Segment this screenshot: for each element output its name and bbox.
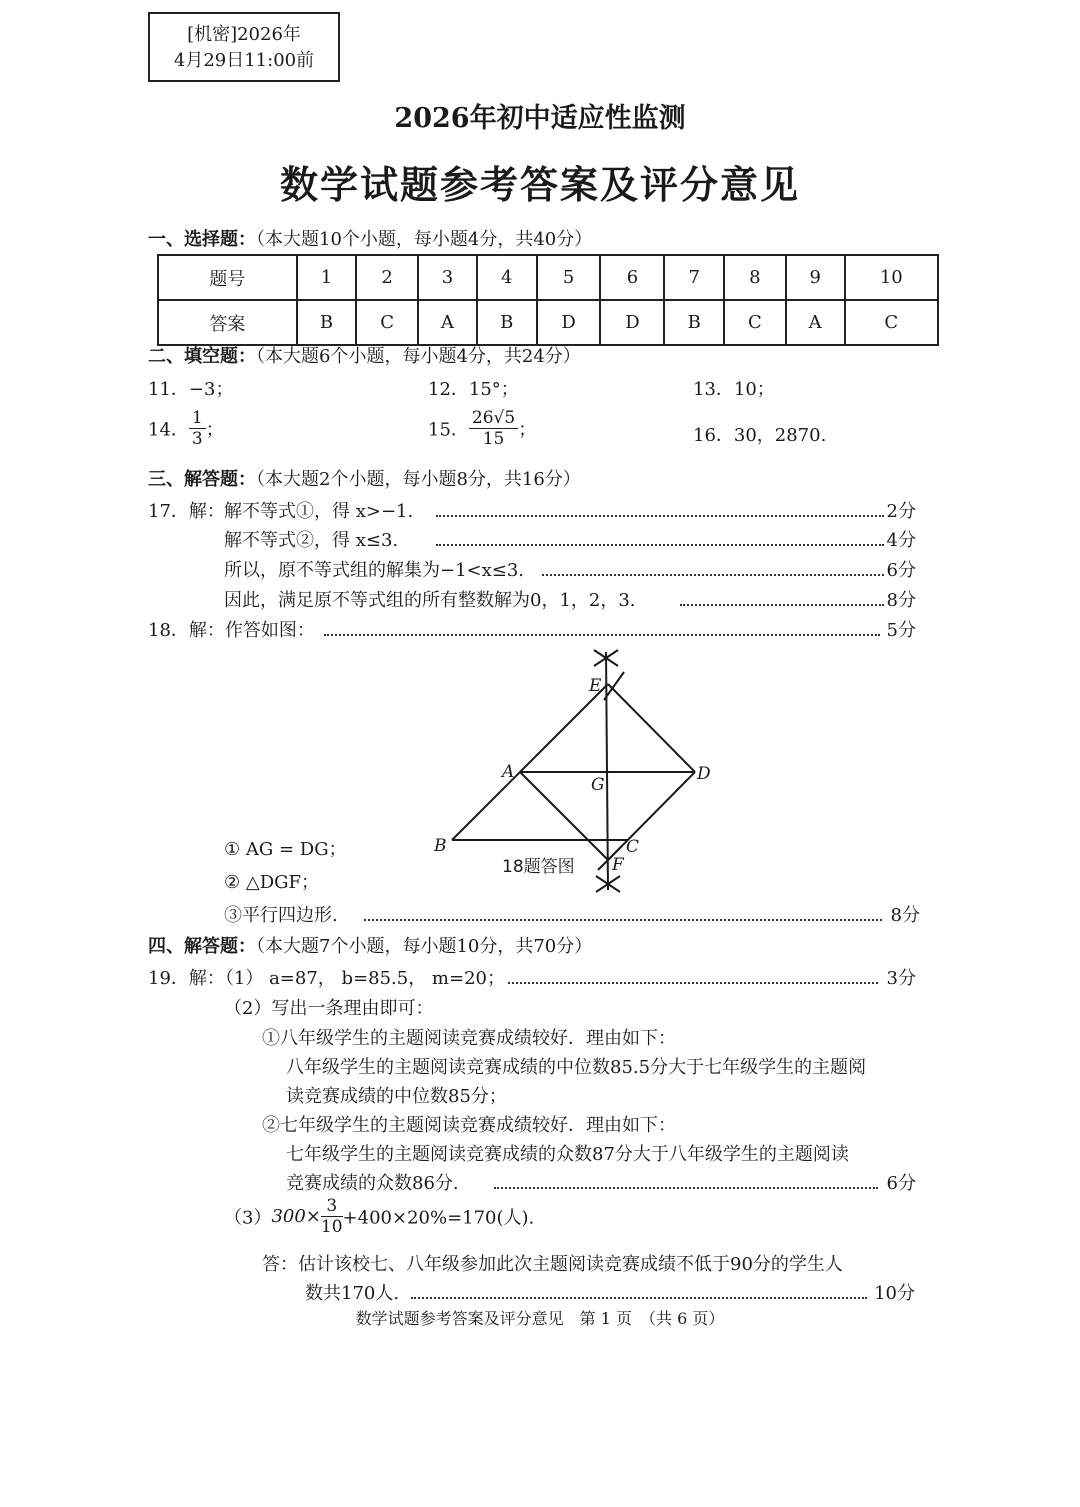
table-cell: B bbox=[477, 300, 537, 345]
table-row-answers bbox=[158, 300, 938, 345]
page-footer: 数学试题参考答案及评分意见 第 1 页 （共 6 页） bbox=[355, 1309, 725, 1328]
q19-reason1-line2: 读竞赛成绩的中位数85分； bbox=[286, 1086, 507, 1107]
step-text: 所以，原不等式组的解集为−1<x≤3. bbox=[224, 560, 525, 581]
answer-q14 bbox=[148, 408, 224, 449]
leader-dots bbox=[680, 602, 884, 606]
q19-answer-line2 bbox=[305, 1279, 915, 1305]
q19-part3 bbox=[224, 1196, 534, 1237]
answer-q15 bbox=[428, 408, 536, 449]
leader-dots bbox=[364, 917, 882, 921]
answer-q11: 11．−3； bbox=[148, 379, 234, 400]
q18-answer-3-text: ③平行四边形. bbox=[224, 905, 338, 926]
segment-ED bbox=[608, 684, 695, 772]
q19-part3-denominator: 10 bbox=[320, 1217, 343, 1237]
q19-part3-numerator: 3 bbox=[321, 1196, 343, 1217]
q19-reason2-line2 bbox=[286, 1169, 916, 1195]
q19-part2-head: （2）写出一条理由即可： bbox=[224, 998, 434, 1019]
choice-answer-table bbox=[157, 254, 939, 346]
confidential-line-1: [机密]2026年 bbox=[187, 24, 301, 45]
q15-fraction bbox=[469, 408, 518, 449]
section2-title: 二、填空题： bbox=[148, 346, 256, 367]
segment-BE bbox=[452, 684, 608, 840]
section3-heading bbox=[148, 465, 581, 491]
q18-answer-2: ② △DGF； bbox=[224, 872, 320, 893]
q19-reason2-line2-text: 竞赛成绩的众数86分. bbox=[286, 1173, 459, 1194]
table-cell: 1 bbox=[297, 255, 357, 300]
q19-part3-pre: 300× bbox=[271, 1206, 321, 1227]
q19-reason2-head: ②七年级学生的主题阅读竞赛成绩较好．理由如下： bbox=[262, 1115, 676, 1136]
q18-header bbox=[148, 616, 916, 642]
section3-title: 三、解答题： bbox=[148, 469, 256, 490]
table-cell: 3 bbox=[418, 255, 477, 300]
q17-step-4 bbox=[224, 586, 916, 612]
section2-note: （本大题6个小题，每小题4分，共24分） bbox=[256, 346, 581, 367]
leader-dots bbox=[508, 980, 878, 984]
table-cell: 9 bbox=[786, 255, 845, 300]
q14-label: 14． bbox=[148, 419, 189, 441]
leader-dots bbox=[494, 1185, 878, 1189]
table-cell: 8 bbox=[724, 255, 786, 300]
q18-answer-1: ① AG = DG； bbox=[224, 839, 347, 860]
step-score: 6分 bbox=[886, 560, 916, 581]
q17-step-2 bbox=[224, 526, 916, 552]
q19-reason1-head: ①八年级学生的主题阅读竞赛成绩较好．理由如下： bbox=[262, 1028, 676, 1049]
table-cell: 2 bbox=[356, 255, 418, 300]
section1-note: （本大题10个小题，每小题4分，共40分） bbox=[256, 229, 593, 250]
q19-reason1-line1: 八年级学生的主题阅读竞赛成绩的中位数85.5分大于七年级学生的主题阅 bbox=[286, 1057, 867, 1078]
leader-dots bbox=[411, 1295, 867, 1299]
table-cell: A bbox=[418, 300, 477, 345]
step-text: 解不等式①，得 x>−1. bbox=[224, 501, 414, 522]
q19-reason2-line1: 七年级学生的主题阅读竞赛成绩的众数87分大于八年级学生的主题阅读 bbox=[286, 1144, 849, 1165]
point-label: C bbox=[626, 837, 640, 857]
q17-label: 17．解： bbox=[148, 501, 225, 522]
table-cell: 6 bbox=[600, 255, 664, 300]
q18-final-score: 8分 bbox=[890, 905, 920, 926]
step-score: 2分 bbox=[886, 501, 916, 522]
q15-denominator: 15 bbox=[482, 429, 505, 449]
q14-fraction bbox=[189, 408, 206, 449]
q19-part3-post: +400×20%=170(人). bbox=[342, 1207, 535, 1229]
q17-step-1 bbox=[224, 497, 916, 523]
exam-title: 2026年初中适应性监测 bbox=[394, 103, 686, 134]
table-cell: C bbox=[356, 300, 418, 345]
q17-step-3 bbox=[224, 556, 916, 582]
page-title: 数学试题参考答案及评分意见 bbox=[279, 162, 800, 207]
section4-title: 四、解答题： bbox=[148, 936, 256, 957]
q19-final-score: 10分 bbox=[874, 1283, 915, 1304]
point-label: D bbox=[697, 764, 711, 784]
confidential-box bbox=[148, 12, 340, 82]
point-label: G bbox=[591, 775, 605, 795]
q19-part3-label: （3） bbox=[224, 1207, 272, 1229]
q19-part1 bbox=[148, 964, 916, 990]
confidential-line-2: 4月29日11:00前 bbox=[173, 50, 315, 71]
section2-heading bbox=[148, 342, 581, 368]
step-text: 解不等式②，得 x≤3. bbox=[224, 530, 399, 551]
section4-heading bbox=[148, 932, 592, 958]
answer-q13: 13．10； bbox=[693, 379, 775, 400]
q19-answer-line2-text: 数共170人. bbox=[305, 1283, 400, 1304]
table-cell: D bbox=[537, 300, 601, 345]
leader-dots bbox=[436, 542, 884, 546]
q15-tail: ； bbox=[518, 419, 537, 441]
q19-part2-score: 6分 bbox=[886, 1173, 916, 1194]
q19-answer-line1: 答：估计该校七、八年级参加此次主题阅读竞赛成绩不低于90分的学生人 bbox=[262, 1254, 843, 1275]
table-cell: C bbox=[724, 300, 786, 345]
step-score: 8分 bbox=[886, 590, 916, 611]
table-cell: 5 bbox=[537, 255, 601, 300]
q19-part3-fraction bbox=[321, 1196, 343, 1237]
point-label: B bbox=[434, 836, 447, 856]
section3-note: （本大题2个小题，每小题8分，共16分） bbox=[256, 469, 581, 490]
answer-q12: 12．15°； bbox=[428, 379, 519, 400]
q14-numerator: 1 bbox=[189, 408, 206, 429]
q18-figure bbox=[420, 640, 740, 900]
q14-denominator: 3 bbox=[191, 429, 203, 449]
section1-heading bbox=[148, 225, 592, 251]
leader-dots bbox=[436, 513, 884, 517]
figure-caption: 18题答图 bbox=[502, 857, 575, 877]
section1-title: 一、选择题： bbox=[148, 229, 256, 250]
leader-dots bbox=[542, 572, 884, 576]
table-cell: D bbox=[600, 300, 664, 345]
q19-part1-score: 3分 bbox=[886, 968, 916, 989]
q19-part1-text: 19．解：（1） a=87， b=85.5， m=20； bbox=[148, 968, 505, 989]
perpendicular-bisector bbox=[606, 652, 608, 890]
answer-q16: 16．30，2870. bbox=[693, 425, 827, 446]
step-score: 4分 bbox=[886, 530, 916, 551]
table-cell: B bbox=[664, 300, 724, 345]
point-label: E bbox=[589, 676, 602, 696]
point-label: A bbox=[502, 762, 515, 782]
q18-label: 18．解：作答如图： bbox=[148, 620, 315, 641]
table-header-cell: 答案 bbox=[158, 300, 297, 345]
table-cell: A bbox=[786, 300, 845, 345]
q14-tail: ； bbox=[205, 419, 224, 441]
step-text: 因此，满足原不等式组的所有整数解为0，1，2，3. bbox=[224, 590, 636, 611]
leader-dots bbox=[324, 632, 880, 636]
section4-note: （本大题7个小题，每小题10分，共70分） bbox=[256, 936, 593, 957]
q15-label: 15． bbox=[428, 419, 469, 441]
table-cell: 4 bbox=[477, 255, 537, 300]
table-cell: C bbox=[845, 300, 938, 345]
point-label: F bbox=[612, 855, 624, 875]
table-cell: 10 bbox=[845, 255, 938, 300]
table-row-numbers bbox=[158, 255, 938, 300]
table-cell: B bbox=[297, 300, 357, 345]
table-header-cell: 题号 bbox=[158, 255, 297, 300]
table-cell: 7 bbox=[664, 255, 724, 300]
q18-answer-3 bbox=[224, 901, 920, 927]
q15-numerator: 26√5 bbox=[469, 408, 518, 429]
q18-score: 5分 bbox=[886, 620, 916, 641]
